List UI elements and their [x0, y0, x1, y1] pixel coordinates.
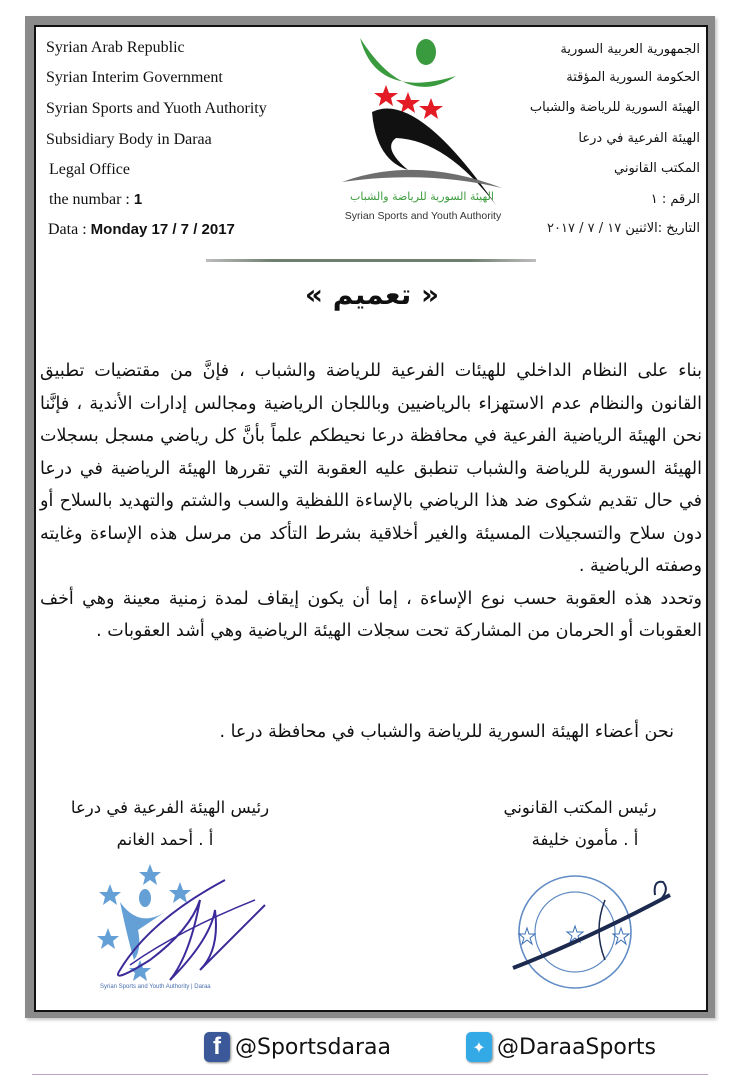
number-label: the numbar : — [49, 191, 134, 208]
header-ar-authority: الهيئة السورية للرياضة والشباب — [529, 100, 700, 115]
twitter-icon: ✦ — [466, 1032, 492, 1062]
header-ar-country: الجمهورية العربية السورية — [560, 42, 700, 57]
header-en-subsidiary: Subsidiary Body in Daraa — [46, 131, 212, 148]
document-body — [40, 355, 702, 648]
signature-left-name: أ . أحمد الغانم — [116, 830, 214, 849]
facebook-link[interactable] — [204, 1030, 391, 1064]
logo-ground — [342, 170, 502, 188]
header-ar-government: الحكومة السورية المؤقتة — [566, 70, 700, 85]
signature-right-title: رئيس المكتب القانوني — [503, 798, 657, 817]
logo-star — [396, 92, 420, 113]
right-stamp-and-signature — [505, 860, 675, 1000]
body-paragraph: وتحدد هذه العقوبة حسب نوع الإساءة ، إما أن يكون إيقاف لمدة زمنية معينة وهي أخف العقوبات أو الحرمان من المشاركة تحت سجلات الهيئة الرياضية وهي أشد العقوبات . — [40, 588, 702, 641]
header-ar-date — [547, 221, 700, 236]
signature-left-title: رئيس الهيئة الفرعية في درعا — [70, 798, 270, 817]
logo-english-text: Syrian Sports and Youth Authority — [344, 210, 502, 222]
header-en-office: Legal Office — [49, 161, 130, 178]
header-ar-office: المكتب القانوني — [614, 161, 700, 176]
ar-date-value: ١٧ / ٧ / ٢٠١٧ — [547, 221, 622, 236]
ar-date-label: التاريخ :الاثنين — [621, 221, 700, 236]
body-paragraph: بناء على النظام الداخلي للهيئات الفرعية للرياضة والشباب ، فإنَّ من مقتضيات تطبيق القانون والنظام عدم الاستهزاء بالرياضيين وباللجان الرياضية ومجالس إدارات الأندية ، فإنَّنا نحن الهيئة الرياضية الفرعية في محافظة درعا نحيطكم علماً بأنَّ كل رياضي مسجل بسجلات الهيئة السورية للرياضة والشباب تنطبق عليه العقوبة التي تقررها الهيئة الرياضية في درعا في حال تقديم شكوى ضد هذا الرياضي بالإساءة اللفظية والسب والشتم والتهديد بالسلاح أو دون سلاح والتسجيلات المسيئة والغير أخلاقية بشرط التأكد من مرسل هذه الإساءة وغايته وصفته الرياضية . — [40, 361, 702, 576]
footer-divider — [32, 1074, 708, 1075]
signature-right-name: أ . مأمون خليفة — [531, 830, 639, 849]
header-en-date — [48, 221, 235, 239]
logo-arms — [360, 38, 456, 87]
number-value: 1 — [133, 191, 143, 208]
header-en-authority: Syrian Sports and Yuoth Authority — [46, 100, 267, 117]
logo-arabic-text: الهيئة السورية للرياضة والشباب — [350, 190, 494, 203]
document-title: « تعميم » — [304, 278, 440, 311]
left-seal-and-signature — [90, 860, 280, 1000]
closing-statement: نحن أعضاء الهيئة السورية للرياضة والشباب في محافظة درعا . — [219, 722, 674, 742]
date-value: Monday 17 / 7 / 2017 — [90, 221, 235, 238]
header-ar-subsidiary: الهيئة الفرعية في درعا — [578, 131, 700, 146]
logo-head — [416, 39, 436, 65]
seal-caption: Syrian Sports and Youth Authority | Daraa — [100, 984, 211, 990]
date-label: Data : — [48, 221, 91, 238]
twitter-link[interactable] — [466, 1030, 656, 1064]
facebook-icon: f — [204, 1032, 230, 1062]
header-en-number — [49, 191, 142, 209]
logo-star — [419, 98, 443, 119]
logo-star — [374, 85, 398, 106]
header-en-government: Syrian Interim Government — [46, 69, 223, 86]
facebook-handle: @Sportsdaraa — [235, 1034, 391, 1060]
header-ar-number: الرقم : ١ — [650, 192, 700, 207]
header-en-country: Syrian Arab Republic — [46, 39, 185, 56]
twitter-handle: @DaraaSports — [497, 1034, 656, 1060]
header-divider — [206, 259, 536, 262]
